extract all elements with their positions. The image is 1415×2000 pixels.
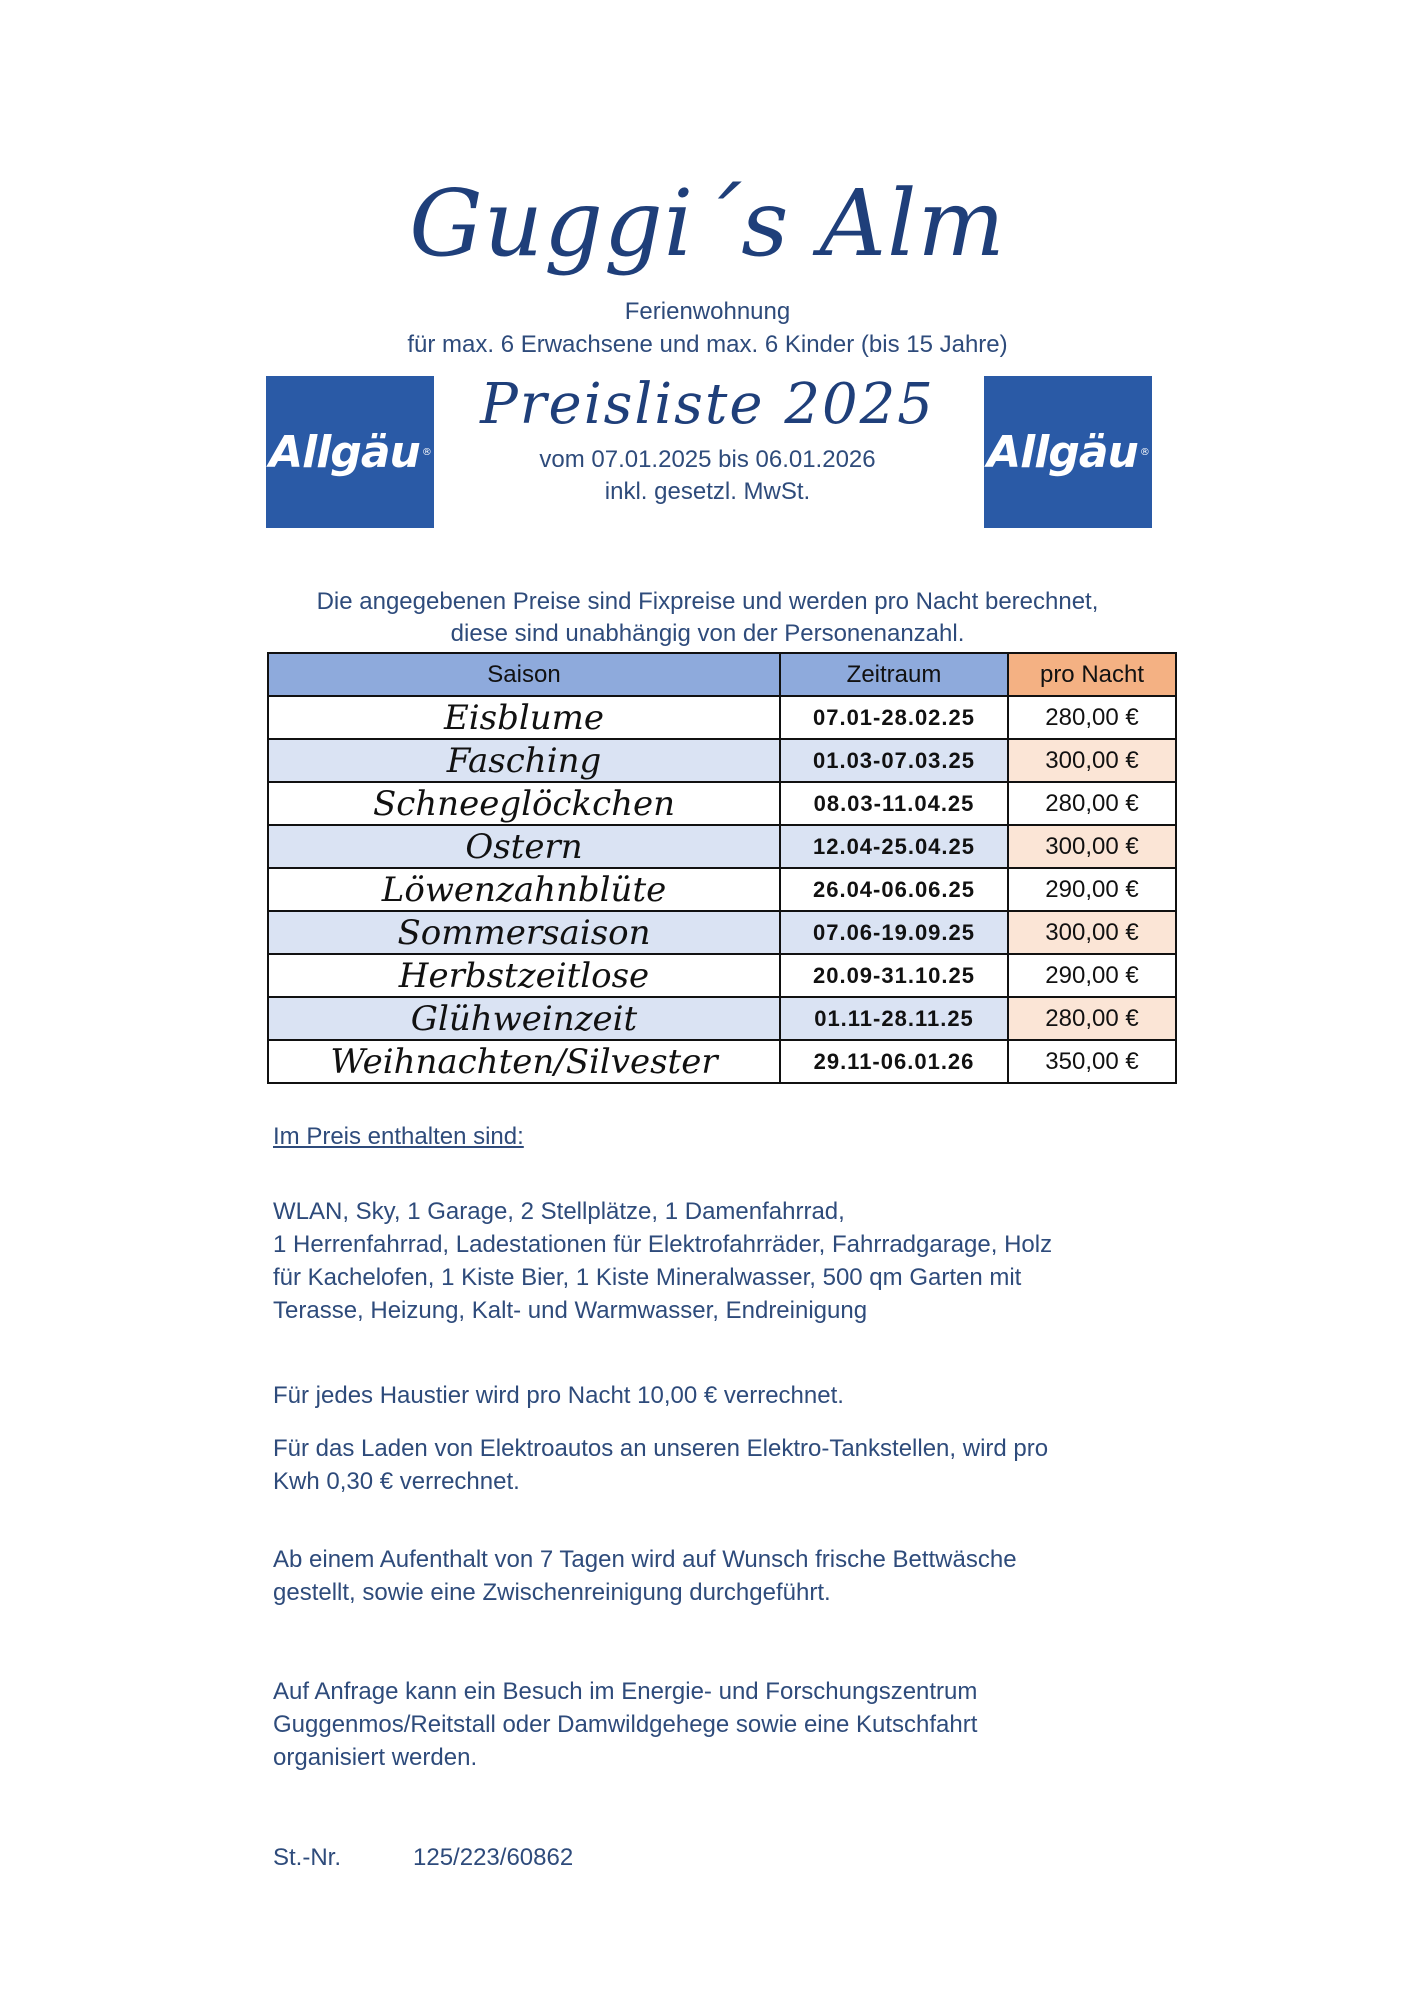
season-name: Schneeglöckchen xyxy=(268,782,780,825)
season-price: 300,00 € xyxy=(1008,739,1176,782)
pet-fee-note: Für jedes Haustier wird pro Nacht 10,00 € verrechnet. xyxy=(273,1382,844,1409)
included-heading: Im Preis enthalten sind: xyxy=(273,1123,524,1150)
table-row xyxy=(268,1040,1176,1083)
season-period: 07.01-28.02.25 xyxy=(780,696,1008,739)
subtitle-capacity: für max. 6 Erwachsene und max. 6 Kinder (bis 15 Jahre) xyxy=(407,331,1008,358)
intro-line-2: diese sind unabhängig von der Personenanzahl. xyxy=(450,620,965,647)
visit-line-1: Auf Anfrage kann ein Besuch im Energie- und Forschungszentrum xyxy=(273,1678,978,1705)
linen-line-1: Ab einem Aufenthalt von 7 Tagen wird auf Wunsch frische Bettwäsche xyxy=(273,1546,1017,1573)
price-table xyxy=(267,652,1177,1084)
season-period: 20.09-31.10.25 xyxy=(780,954,1008,997)
allgaeu-logo-text: Allgäu xyxy=(269,426,420,478)
table-row xyxy=(268,739,1176,782)
ev-charging-line-2: Kwh 0,30 € verrechnet. xyxy=(273,1468,520,1495)
table-row xyxy=(268,954,1176,997)
season-price: 350,00 € xyxy=(1008,1040,1176,1083)
season-period: 29.11-06.01.26 xyxy=(780,1040,1008,1083)
allgaeu-logo-text: Allgäu xyxy=(987,426,1138,478)
registered-mark: ® xyxy=(421,446,431,458)
season-period: 26.04-06.06.25 xyxy=(780,868,1008,911)
header-pro-nacht: pro Nacht xyxy=(1008,653,1176,696)
document-title: Guggi´s Alm xyxy=(409,170,1006,277)
tax-number-row xyxy=(273,1841,573,1874)
subtitle-apartment: Ferienwohnung xyxy=(624,298,791,325)
season-name: Glühweinzeit xyxy=(268,997,780,1040)
season-period: 01.11-28.11.25 xyxy=(780,997,1008,1040)
season-price: 300,00 € xyxy=(1008,911,1176,954)
included-line-4: Terasse, Heizung, Kalt- und Warmwasser, Endreinigung xyxy=(273,1297,868,1324)
season-price: 290,00 € xyxy=(1008,954,1176,997)
table-row xyxy=(268,868,1176,911)
vat-note: inkl. gesetzl. MwSt. xyxy=(604,478,811,505)
header-saison: Saison xyxy=(268,653,780,696)
table-row xyxy=(268,782,1176,825)
season-name: Löwenzahnblüte xyxy=(268,868,780,911)
tax-number-label: St.-Nr. xyxy=(273,1844,342,1871)
visit-line-2: Guggenmos/Reitstall oder Damwildgehege sowie eine Kutschfahrt xyxy=(273,1711,978,1738)
tax-number-value: 125/223/60862 xyxy=(413,1844,574,1871)
season-period: 08.03-11.04.25 xyxy=(780,782,1008,825)
pricelist-title: Preisliste 2025 xyxy=(480,372,935,437)
season-price: 280,00 € xyxy=(1008,997,1176,1040)
season-period: 01.03-07.03.25 xyxy=(780,739,1008,782)
included-line-1: WLAN, Sky, 1 Garage, 2 Stellplätze, 1 Damenfahrrad, xyxy=(273,1198,845,1225)
ev-charging-line-1: Für das Laden von Elektroautos an unseren Elektro-Tankstellen, wird pro xyxy=(273,1435,1049,1462)
season-name: Ostern xyxy=(268,825,780,868)
visit-line-3: organisiert werden. xyxy=(273,1744,478,1771)
season-name: Fasching xyxy=(268,739,780,782)
season-name: Weihnachten/Silvester xyxy=(268,1040,780,1083)
table-row xyxy=(268,911,1176,954)
linen-line-2: gestellt, sowie eine Zwischenreinigung durchgeführt. xyxy=(273,1579,831,1606)
table-header-row xyxy=(268,653,1176,696)
included-line-3: für Kachelofen, 1 Kiste Bier, 1 Kiste Mineralwasser, 500 qm Garten mit xyxy=(273,1264,1022,1291)
intro-line-1: Die angegebenen Preise sind Fixpreise und werden pro Nacht berechnet, xyxy=(316,588,1099,615)
season-name: Sommersaison xyxy=(268,911,780,954)
season-name: Eisblume xyxy=(268,696,780,739)
season-price: 290,00 € xyxy=(1008,868,1176,911)
header-zeitraum: Zeitraum xyxy=(780,653,1008,696)
included-line-2: 1 Herrenfahrrad, Ladestationen für Elektrofahrräder, Fahrradgarage, Holz xyxy=(273,1231,1053,1258)
season-price: 280,00 € xyxy=(1008,696,1176,739)
table-row xyxy=(268,997,1176,1040)
registered-mark: ® xyxy=(1139,446,1149,458)
season-name: Herbstzeitlose xyxy=(268,954,780,997)
season-price: 300,00 € xyxy=(1008,825,1176,868)
table-row xyxy=(268,696,1176,739)
season-period: 07.06-19.09.25 xyxy=(780,911,1008,954)
season-period: 12.04-25.04.25 xyxy=(780,825,1008,868)
table-row xyxy=(268,825,1176,868)
season-price: 280,00 € xyxy=(1008,782,1176,825)
validity-period: vom 07.01.2025 bis 06.01.2026 xyxy=(539,446,876,473)
